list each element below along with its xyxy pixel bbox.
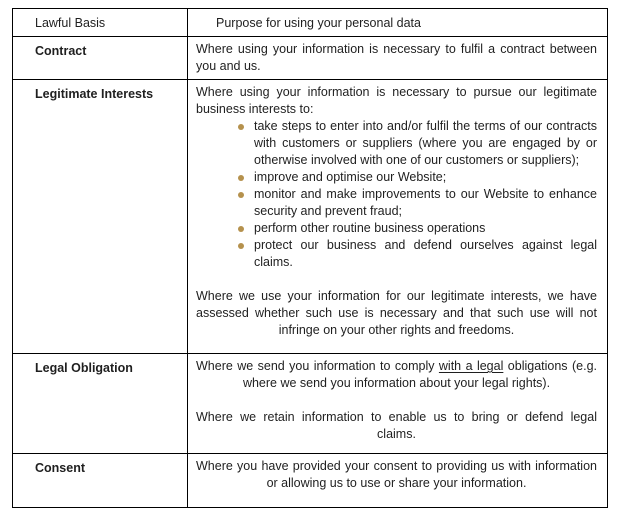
legitimate-interests-outro: Where we use your information for our legitimate interests, we have assessed whether such use is necessary and that such use will not infringe on your other rights and freedoms. (196, 289, 597, 337)
basis-contract: Contract (13, 37, 188, 80)
basis-legal-obligation: Legal Obligation (13, 354, 188, 454)
legal-obligation-paragraph-1 (196, 358, 597, 392)
table-header-row (13, 9, 608, 37)
text-segment: Where we send you information to comply (196, 359, 439, 373)
bullet-item: take steps to enter into and/or fulfil the terms of our contracts with customers or suppliers (where you are engaged by or otherwise involved with one of our customers or suppliers); (236, 118, 597, 169)
basis-legitimate-interests: Legitimate Interests (13, 80, 188, 354)
table-row-contract (13, 37, 608, 80)
purpose-consent (188, 454, 608, 508)
table-row-consent (13, 454, 608, 508)
purpose-contract (188, 37, 608, 80)
basis-consent: Consent (13, 454, 188, 508)
legal-obligation-paragraph-2: Where we retain information to enable us to bring or defend legal claims. (196, 410, 597, 441)
bullet-item: perform other routine business operations (236, 220, 597, 237)
bullet-item: improve and optimise our Website; (236, 169, 597, 186)
purpose-legitimate-interests (188, 80, 608, 354)
underlined-text: with a legal (438, 359, 504, 373)
legitimate-interests-intro: Where using your information is necessary to pursue our legitimate business interests to: (196, 85, 597, 116)
consent-paragraph: Where you have provided your consent to providing us with information or allowing us to use or share your information. (196, 459, 597, 490)
table-row-legitimate-interests (13, 80, 608, 354)
legitimate-interests-bullet-list (196, 118, 597, 271)
text-segment: obligations (e.g. where we send you information about your legal rights). (242, 359, 597, 390)
header-purpose: Purpose for using your personal data (188, 9, 608, 37)
purpose-legal-obligation (188, 354, 608, 454)
bullet-item: monitor and make improvements to our Website to enhance security and prevent fraud; (236, 186, 597, 220)
contract-paragraph: Where using your information is necessary to fulfil a contract between you and us. (196, 42, 597, 73)
bullet-item: protect our business and defend ourselves against legal claims. (236, 237, 597, 271)
header-lawful-basis: Lawful Basis (13, 9, 188, 37)
lawful-basis-table (12, 8, 608, 508)
table-row-legal-obligation (13, 354, 608, 454)
